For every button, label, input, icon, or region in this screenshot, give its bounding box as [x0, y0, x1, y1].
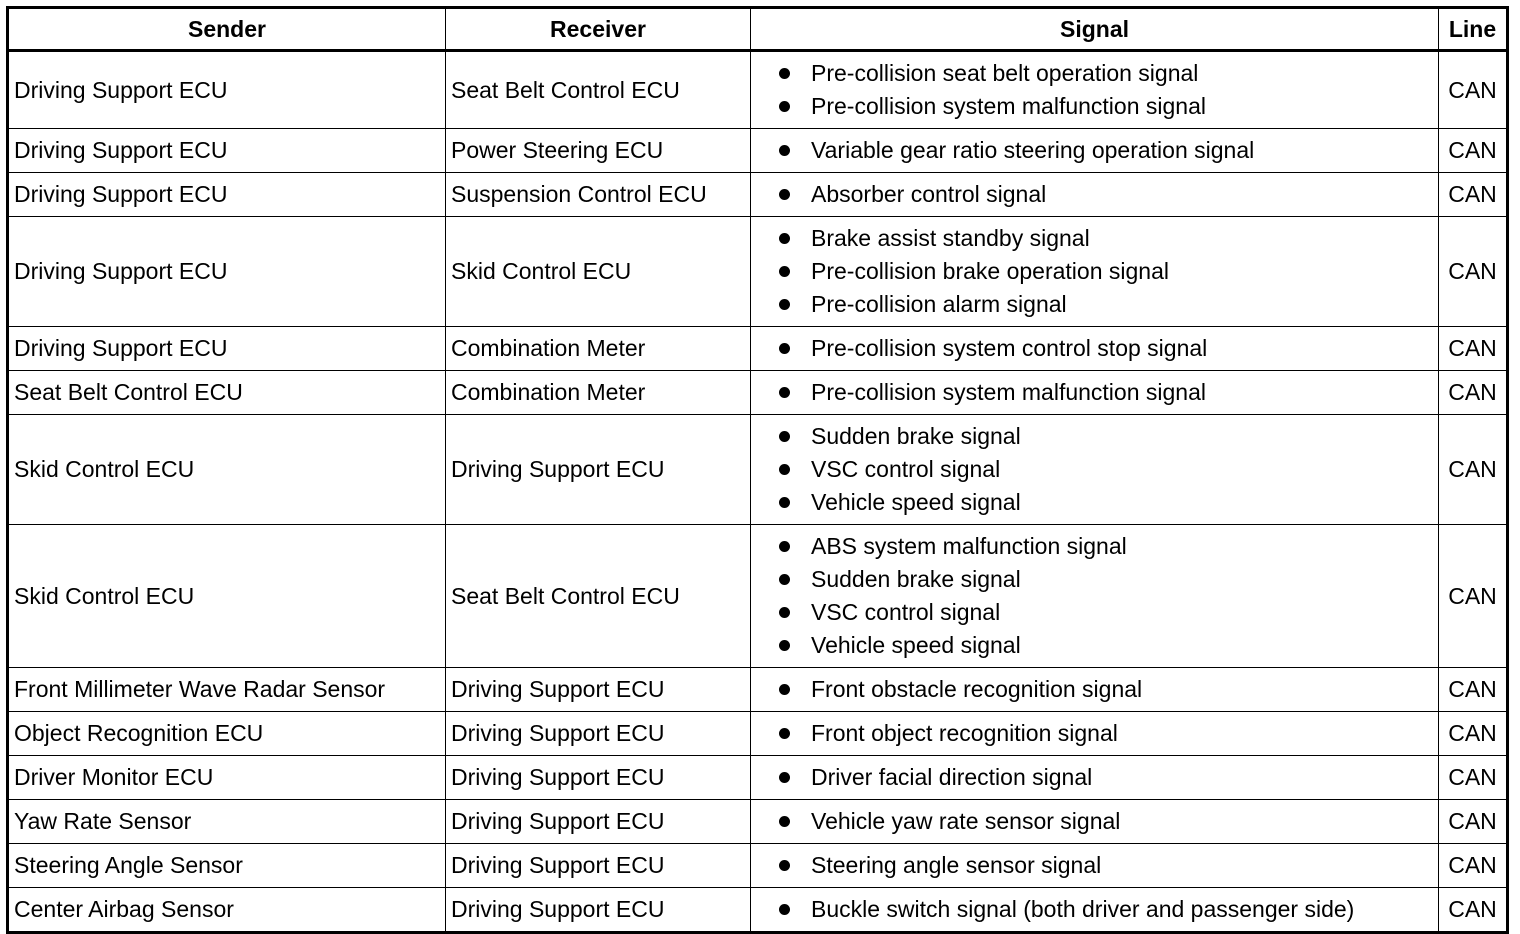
signal-list [756, 217, 1433, 326]
sender-cell: Seat Belt Control ECU [8, 371, 446, 415]
signal-list [756, 844, 1433, 887]
receiver-cell: Driving Support ECU [446, 756, 751, 800]
line-cell: CAN [1439, 217, 1508, 327]
header-sender: Sender [8, 8, 446, 51]
table-body [8, 51, 1508, 933]
table-row [8, 844, 1508, 888]
signal-cell [751, 217, 1439, 327]
signal-item: Pre-collision alarm signal [776, 288, 1433, 321]
signal-item: Buckle switch signal (both driver and passenger side) [776, 893, 1433, 926]
signal-item: VSC control signal [776, 453, 1433, 486]
sender-cell: Center Airbag Sensor [8, 888, 446, 933]
receiver-cell: Seat Belt Control ECU [446, 51, 751, 129]
signal-cell [751, 844, 1439, 888]
table-row [8, 371, 1508, 415]
sender-cell: Object Recognition ECU [8, 712, 446, 756]
signal-cell [751, 888, 1439, 933]
sender-cell: Driving Support ECU [8, 129, 446, 173]
signal-cell [751, 800, 1439, 844]
sender-cell: Driving Support ECU [8, 173, 446, 217]
receiver-cell: Skid Control ECU [446, 217, 751, 327]
signal-item: Pre-collision system malfunction signal [776, 376, 1433, 409]
sender-cell: Steering Angle Sensor [8, 844, 446, 888]
signal-list [756, 173, 1433, 216]
line-cell: CAN [1439, 371, 1508, 415]
signal-item: Vehicle yaw rate sensor signal [776, 805, 1433, 838]
signal-cell [751, 525, 1439, 668]
signal-cell [751, 129, 1439, 173]
signal-cell [751, 668, 1439, 712]
line-cell: CAN [1439, 51, 1508, 129]
signal-item: Pre-collision system malfunction signal [776, 90, 1433, 123]
table-row [8, 756, 1508, 800]
signal-item: VSC control signal [776, 596, 1433, 629]
line-cell: CAN [1439, 888, 1508, 933]
header-line: Line [1439, 8, 1508, 51]
line-cell: CAN [1439, 800, 1508, 844]
signal-item: Pre-collision brake operation signal [776, 255, 1433, 288]
signal-list [756, 52, 1433, 128]
receiver-cell: Driving Support ECU [446, 668, 751, 712]
signal-cell [751, 712, 1439, 756]
receiver-cell: Driving Support ECU [446, 800, 751, 844]
signal-cell [751, 51, 1439, 129]
signal-item: Vehicle speed signal [776, 486, 1433, 519]
signal-item: Front obstacle recognition signal [776, 673, 1433, 706]
receiver-cell: Driving Support ECU [446, 844, 751, 888]
receiver-cell: Driving Support ECU [446, 888, 751, 933]
signal-list [756, 712, 1433, 755]
receiver-cell: Combination Meter [446, 327, 751, 371]
signal-item: Pre-collision seat belt operation signal [776, 57, 1433, 90]
table-row [8, 173, 1508, 217]
header-row [8, 8, 1508, 51]
signal-item: Variable gear ratio steering operation signal [776, 134, 1433, 167]
sender-cell: Yaw Rate Sensor [8, 800, 446, 844]
signal-item: Brake assist standby signal [776, 222, 1433, 255]
line-cell: CAN [1439, 525, 1508, 668]
signal-item: Vehicle speed signal [776, 629, 1433, 662]
table-row [8, 415, 1508, 525]
signal-item: Absorber control signal [776, 178, 1433, 211]
sender-cell: Driving Support ECU [8, 217, 446, 327]
signal-item: Pre-collision system control stop signal [776, 332, 1433, 365]
table-row [8, 525, 1508, 668]
signal-list [756, 371, 1433, 414]
signal-list [756, 327, 1433, 370]
table-row [8, 800, 1508, 844]
table-row [8, 129, 1508, 173]
signal-cell [751, 756, 1439, 800]
sender-cell: Driving Support ECU [8, 327, 446, 371]
header-signal: Signal [751, 8, 1439, 51]
signal-list [756, 415, 1433, 524]
line-cell: CAN [1439, 756, 1508, 800]
sender-cell: Driving Support ECU [8, 51, 446, 129]
header-receiver: Receiver [446, 8, 751, 51]
signal-table-container [6, 6, 1509, 934]
signal-item: ABS system malfunction signal [776, 530, 1433, 563]
signal-cell [751, 173, 1439, 217]
table-row [8, 217, 1508, 327]
line-cell: CAN [1439, 844, 1508, 888]
receiver-cell: Seat Belt Control ECU [446, 525, 751, 668]
receiver-cell: Driving Support ECU [446, 415, 751, 525]
signal-list [756, 525, 1433, 667]
signal-item: Sudden brake signal [776, 420, 1433, 453]
signal-item: Steering angle sensor signal [776, 849, 1433, 882]
line-cell: CAN [1439, 712, 1508, 756]
signal-item: Front object recognition signal [776, 717, 1433, 750]
signal-cell [751, 327, 1439, 371]
table-row [8, 888, 1508, 933]
line-cell: CAN [1439, 129, 1508, 173]
sender-cell: Skid Control ECU [8, 525, 446, 668]
line-cell: CAN [1439, 173, 1508, 217]
signal-list [756, 800, 1433, 843]
receiver-cell: Driving Support ECU [446, 712, 751, 756]
receiver-cell: Power Steering ECU [446, 129, 751, 173]
receiver-cell: Suspension Control ECU [446, 173, 751, 217]
sender-cell: Skid Control ECU [8, 415, 446, 525]
signal-item: Driver facial direction signal [776, 761, 1433, 794]
signal-list [756, 668, 1433, 711]
sender-cell: Driver Monitor ECU [8, 756, 446, 800]
signal-item: Sudden brake signal [776, 563, 1433, 596]
sender-cell: Front Millimeter Wave Radar Sensor [8, 668, 446, 712]
line-cell: CAN [1439, 415, 1508, 525]
signal-list [756, 756, 1433, 799]
signal-table [6, 6, 1509, 934]
line-cell: CAN [1439, 668, 1508, 712]
signal-cell [751, 371, 1439, 415]
signal-list [756, 129, 1433, 172]
line-cell: CAN [1439, 327, 1508, 371]
table-row [8, 327, 1508, 371]
receiver-cell: Combination Meter [446, 371, 751, 415]
signal-cell [751, 415, 1439, 525]
table-row [8, 668, 1508, 712]
table-row [8, 712, 1508, 756]
table-row [8, 51, 1508, 129]
